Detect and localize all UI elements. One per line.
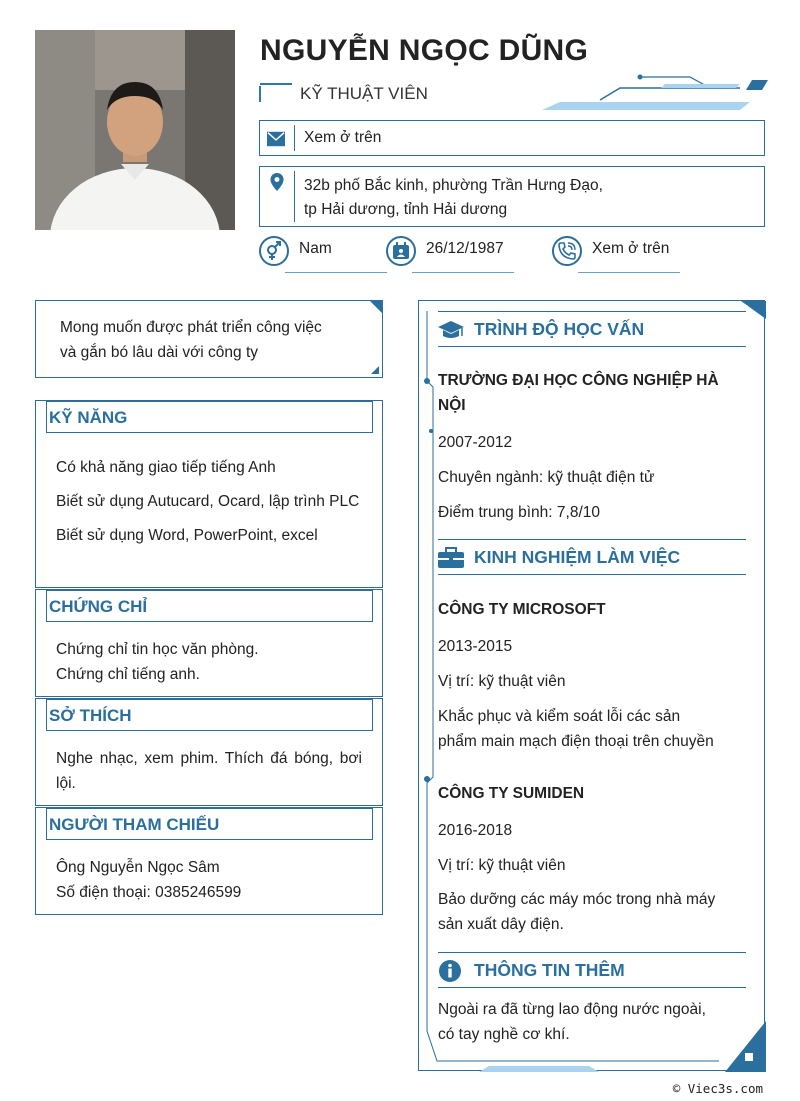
skill-item: Có khả năng giao tiếp tiếng Anh <box>56 459 276 476</box>
skill-item: Biết sử dụng Autucard, Ocard, lập trình PLC <box>56 493 360 510</box>
birthday-value: 26/12/1987 <box>426 240 504 257</box>
corner-decoration <box>371 366 379 374</box>
certificates-section <box>35 589 383 697</box>
skill-item: Biết sử dụng Word, PowerPoint, excel <box>56 527 318 544</box>
job-description <box>438 704 753 754</box>
skills-header <box>46 401 373 433</box>
email-row <box>259 120 765 156</box>
address-row <box>259 166 765 227</box>
map-pin-icon <box>268 173 286 191</box>
corner-decoration <box>369 300 383 314</box>
experience-header <box>438 539 746 575</box>
additional-title: THÔNG TIN THÊM <box>474 960 625 980</box>
additional-header <box>438 952 746 988</box>
email-separator <box>294 125 295 151</box>
birthday-underline <box>412 272 514 273</box>
address-separator <box>294 171 295 222</box>
job-description-line: sản xuất dây điện. <box>438 916 564 933</box>
education-gpa: Điểm trung bình: 7,8/10 <box>438 504 600 521</box>
job-years: 2013-2015 <box>438 638 513 655</box>
objective-line-2: và gắn bó lâu dài với công ty <box>60 344 259 361</box>
references-header <box>46 808 373 840</box>
calendar-icon <box>386 236 416 266</box>
reference-phone: Số điện thoại: 0385246599 <box>56 884 242 901</box>
job-description <box>438 887 753 937</box>
reference-name: Ông Nguyễn Ngọc Sâm <box>56 859 220 876</box>
job-position: Vị trí: kỹ thuật viên <box>438 673 566 690</box>
phone-underline <box>578 272 680 273</box>
address-value <box>304 174 603 222</box>
hobbies-title: SỞ THÍCH <box>49 706 132 725</box>
references-section <box>35 807 383 915</box>
job-description-line: phẩm main mạch điện thoại trên chuyền <box>438 733 714 750</box>
copyright: © Viec3s.com <box>672 1081 763 1096</box>
school-line-2: NỘI <box>438 397 466 414</box>
email-value: Xem ở trên <box>304 129 382 146</box>
title-connector-tick <box>259 86 261 102</box>
objective-text <box>60 315 370 365</box>
skills-list <box>56 455 362 557</box>
circuit-decoration <box>540 74 770 114</box>
objective-line-1: Mong muốn được phát triển công việc <box>60 319 322 336</box>
job-description-line: Khắc phục và kiểm soát lỗi các sản <box>438 708 681 725</box>
gender-value: Nam <box>299 240 332 257</box>
profile-photo <box>35 30 235 230</box>
gender-underline <box>285 272 387 273</box>
address-line-1: 32b phố Bắc kinh, phường Trần Hưng Đạo, <box>304 177 603 194</box>
envelope-icon <box>267 130 285 148</box>
experience-title: KINH NGHIỆM LÀM VIỆC <box>474 547 681 567</box>
job-description-line: Bảo dưỡng các máy móc trong nhà máy <box>438 891 716 908</box>
additional-line-1: Ngoài ra đã từng lao động nước ngoài, <box>438 1001 706 1018</box>
job-company: CÔNG TY MICROSOFT <box>438 601 606 618</box>
references-text <box>56 855 362 905</box>
hobbies-header <box>46 699 373 731</box>
education-school <box>438 368 753 418</box>
phone-icon <box>552 236 582 266</box>
address-line-2: tp Hải dương, tỉnh Hải dương <box>304 201 508 218</box>
certificates-list <box>56 637 362 687</box>
certificates-header <box>46 590 373 622</box>
info-icon <box>438 960 464 982</box>
school-line-1: TRƯỜNG ĐẠI HỌC CÔNG NGHIỆP HÀ <box>438 372 719 389</box>
certificates-title: CHỨNG CHỈ <box>49 597 148 616</box>
references-title: NGƯỜI THAM CHIẾU <box>49 815 220 834</box>
right-column <box>418 300 765 1071</box>
education-title: TRÌNH ĐỘ HỌC VẤN <box>474 319 645 339</box>
education-major: Chuyên ngành: kỹ thuật điện tử <box>438 469 655 486</box>
skills-section <box>35 400 383 588</box>
skills-title: KỸ NĂNG <box>49 408 128 427</box>
job-company: CÔNG TY SUMIDEN <box>438 785 585 802</box>
certificate-item: Chứng chỉ tin học văn phòng. <box>56 641 259 658</box>
job-position: Vị trí: kỹ thuật viên <box>438 857 566 874</box>
phone-value: Xem ở trên <box>592 240 670 257</box>
candidate-name: NGUYỄN NGỌC DŨNG <box>260 34 589 67</box>
title-connector-line <box>260 83 292 85</box>
education-header <box>438 311 746 347</box>
additional-text <box>438 997 753 1047</box>
objective-box <box>35 300 383 378</box>
job-years: 2016-2018 <box>438 822 513 839</box>
education-years: 2007-2012 <box>438 434 513 451</box>
hobbies-section <box>35 698 383 806</box>
graduation-cap-icon <box>438 319 464 341</box>
additional-line-2: có tay nghề cơ khí. <box>438 1026 570 1043</box>
certificate-item: Chứng chỉ tiếng anh. <box>56 666 200 683</box>
job-title: KỸ THUẬT VIÊN <box>300 84 428 103</box>
gender-icon <box>259 236 289 266</box>
briefcase-icon <box>438 547 464 569</box>
hobbies-text: Nghe nhạc, xem phim. Thích đá bóng, bơi lội. <box>56 750 362 792</box>
